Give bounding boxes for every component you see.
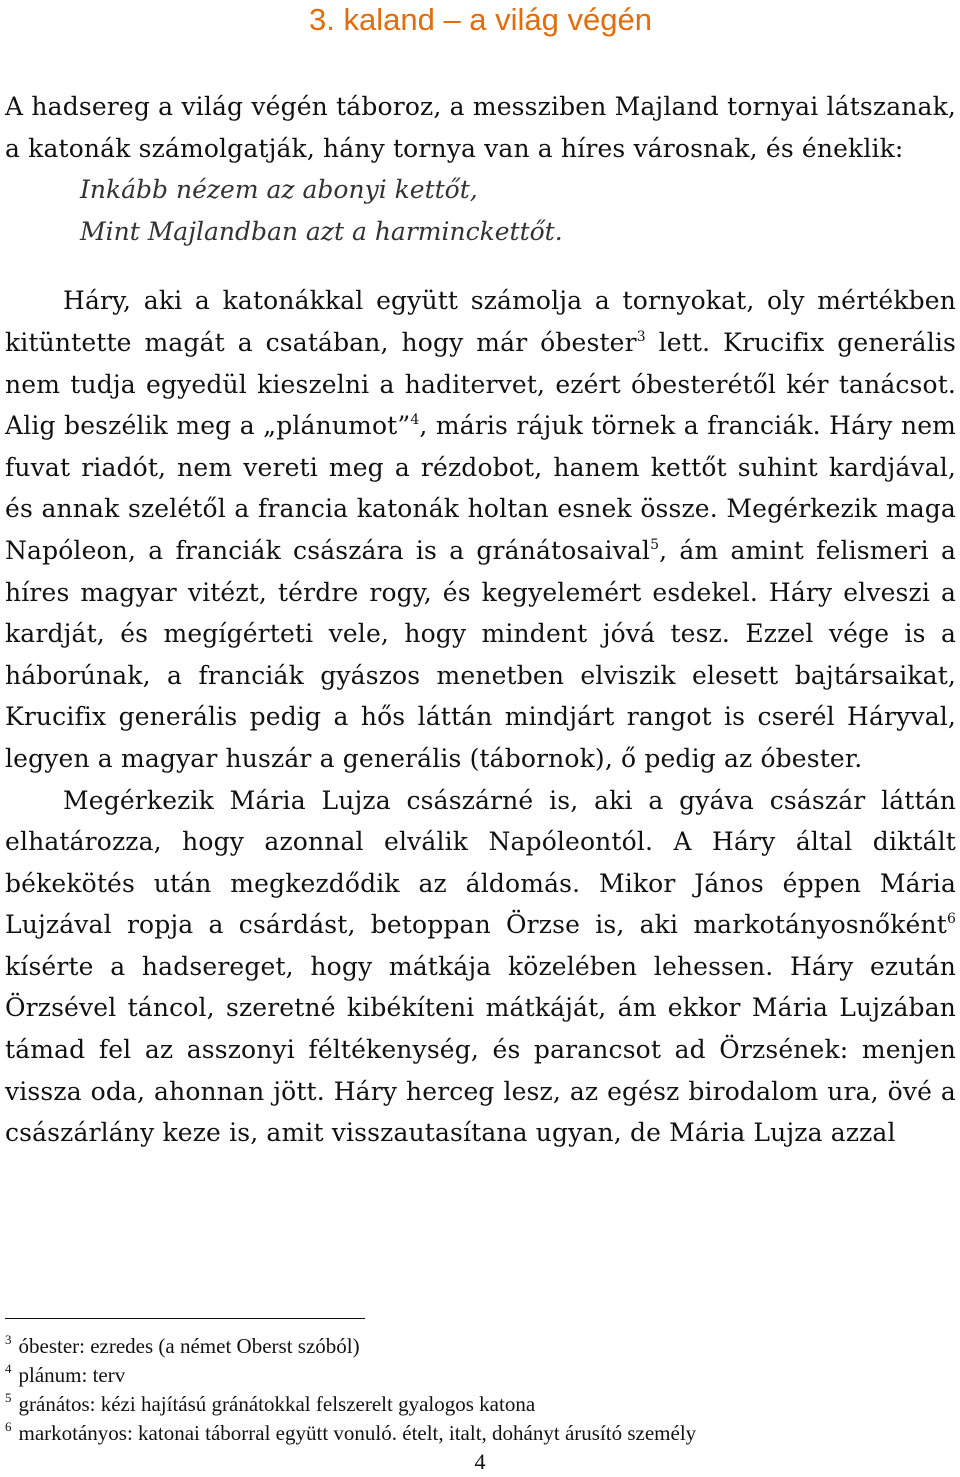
footnote-text: óbester: ezredes (a német Oberst szóból) xyxy=(18,1334,360,1358)
paragraph-celebration xyxy=(5,780,956,1154)
footnote-text: gránátos: kézi hajítású gránátokkal felszerelt gyalogos katona xyxy=(18,1392,536,1416)
footnote-number: 3 xyxy=(5,1332,12,1347)
page-number: 4 xyxy=(474,1449,486,1474)
chapter-title: 3. kaland – a világ végén xyxy=(309,2,652,37)
footnote-number: 5 xyxy=(5,1390,12,1405)
poem-line-1: Inkább nézem az abonyi kettőt, xyxy=(80,175,478,205)
paragraph-battle xyxy=(5,280,956,779)
footnote-text: plánum: terv xyxy=(18,1363,126,1387)
paragraph-battle-text-4: , ám amint felismeri a híres magyar vitézt, térdre rogy, és kegyelemért esdekel. Háry elveszi a kardját, és megígérteti vele, hogy mindent jóvá tesz. Ezzel vége is a háborúnak, a franciák gyászos menetben elviszik elesett bajtársaikat, Krucifix generális pedig a hős láttán mindjárt rangot is cserél Háryval, legyen a magyar huszár a generális (tábornok), ő pedig az óbester. xyxy=(5,535,956,773)
page-content xyxy=(5,0,956,1154)
footnotes xyxy=(5,1332,945,1448)
paragraph-celebration-text-1: Megérkezik Mária Lujza császárné is, aki a gyáva császár láttán elhatározza, hogy azonnal elválik Napóleontól. A Háry által diktált békekötés után megkezdődik az áldomás. Mikor János éppen Mária Lujzával ropja a csárdást, betoppan Örzse is, aki markotányosnőként xyxy=(5,785,956,940)
footnote-5 xyxy=(5,1390,945,1419)
paragraph-intro: A hadsereg a világ végén táboroz, a messziben Majland tornyai látszanak, a katonák számolgatják, hány tornya van a híres városnak, és éneklik: xyxy=(5,92,956,163)
footnote-text: markotányos: katonai táborral együtt vonuló. ételt, italt, dohányt árusító személy xyxy=(18,1421,697,1445)
footnote-4 xyxy=(5,1361,945,1390)
footnote-number: 6 xyxy=(5,1419,12,1434)
footnote-ref-6[interactable]: 6 xyxy=(946,911,956,928)
footnote-ref-3[interactable]: 3 xyxy=(636,328,646,345)
paragraph-battle-text-2: lett. Krucifix generális nem tudja egyedül kieszelni a haditervet, ezért óbesterétől kér tanácsot. Alig beszélik meg a „plánumot” xyxy=(5,327,956,441)
paragraph-celebration-text-2: kísérte a hadsereget, hogy mátkája közelében lehessen. Háry ezután Örzsével táncol, szeretné kibékíteni mátkáját, ám ekkor Mária Lujzában támad fel az asszonyi féltékenység, és parancsot ad Örzsének: menjen vissza oda, ahonnan jött. Háry herceg lesz, az egész birodalom ura, övé a császárlány keze is, amit visszautasítana ugyan, de Mária Lujza azzal xyxy=(5,951,956,1148)
poem-quote xyxy=(80,169,956,252)
paragraph-battle-text-3: , máris rájuk törnek a franciák. Háry nem fuvat riadót, nem vereti meg a rézdobot, hanem kettőt suhint kardjával, és annak szelétől a francia katonák holtan esnek össze. Megérkezik maga Napóleon, a franciák császára is a gránátosaival xyxy=(5,411,956,565)
footnote-ref-4[interactable]: 4 xyxy=(410,412,420,429)
poem-line-2: Mint Majlandban azt a harminckettőt. xyxy=(80,216,563,246)
footnote-separator xyxy=(5,1318,365,1319)
footnote-number: 4 xyxy=(5,1361,12,1376)
footnote-3 xyxy=(5,1332,945,1361)
paragraph-battle-text-1: Háry, aki a katonákkal együtt számolja a tornyokat, oly mértékben kitüntette magát a csatában, hogy már óbester xyxy=(5,286,956,357)
footnote-6 xyxy=(5,1419,945,1448)
footnote-ref-5[interactable]: 5 xyxy=(650,536,660,553)
